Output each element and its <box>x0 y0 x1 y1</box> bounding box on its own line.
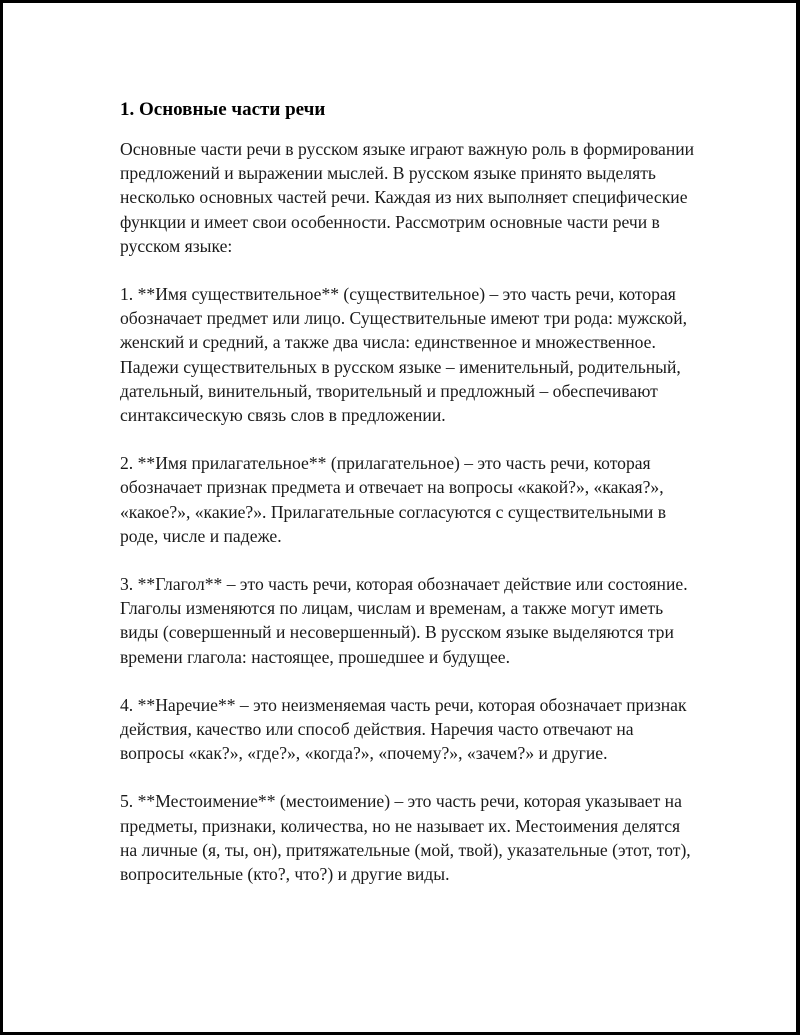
document-body <box>120 98 695 910</box>
verb-paragraph: 3. **Глагол** – это часть речи, которая обозначает действие или состояние. Глаголы изменяются по лицам, числам и временам, а также могут иметь виды (совершенный и несовершенный). В русском языке выделяются три времени глагола: настоящее, прошедшее и будущее. <box>120 574 688 667</box>
document-title: 1. Основные части речи <box>120 99 326 120</box>
intro-paragraph: Основные части речи в русском языке играют важную роль в формировании предложений и выражении мыслей. В русском языке принято выделять несколько основных частей речи. Каждая из них выполняет специфические функции и имеет свои особенности. Рассмотрим основные части речи в русском языке: <box>120 139 695 256</box>
adjective-paragraph: 2. **Имя прилагательное** (прилагательное) – это часть речи, которая обозначает признак предмета и отвечает на вопросы «какой?», «какая?», «какое?», «какие?». Прилагательные согласуются с существительными в роде, числе и падеже. <box>120 453 667 546</box>
adverb-paragraph: 4. **Наречие** – это неизменяемая часть речи, которая обозначает признак действия, качество или способ действия. Наречия часто отвечают на вопросы «как?», «где?», «когда?», «почему?», «зачем?» и другие. <box>120 694 687 764</box>
pronoun-paragraph: 5. **Местоимение** (местоимение) – это часть речи, которая указывает на предметы, признаки, количества, но не называет их. Местоимения делятся на личные (я, ты, он), притяжательные (мой, твой), указательные (этот, тот), вопросительные (кто?, что?) и другие виды. <box>120 791 691 885</box>
noun-paragraph: 1. **Имя существительное** (существительное) – это часть речи, которая обозначает предмет или лицо. Существительные имеют три рода: мужской, женский и средний, а также два числа: единственное и множественное. Падежи существительных в русском языке – именительный, родительный, дательный, винительный, творительный и предложный – обеспечивают синтаксическую связь слов в предложении. <box>120 284 688 426</box>
